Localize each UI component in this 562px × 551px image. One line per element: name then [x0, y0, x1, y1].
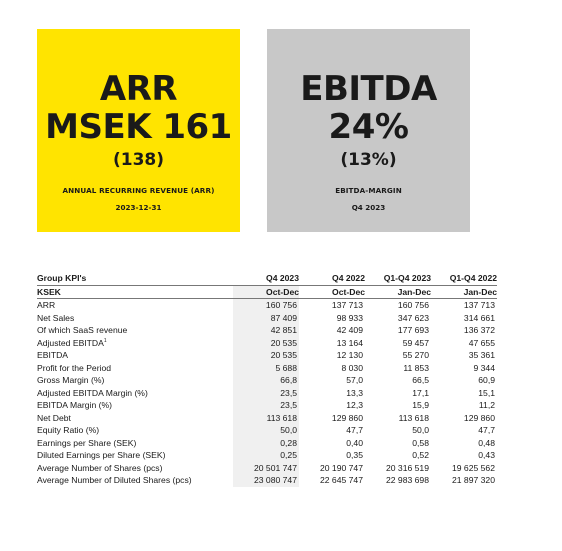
- kpi-value-cell: 11 853: [403, 362, 429, 373]
- kpi-row-label: [37, 462, 233, 475]
- kpi-value-cell: 35 361: [468, 350, 495, 360]
- range-header: Oct-Dec: [233, 285, 299, 299]
- kpi-row-label: [37, 412, 233, 425]
- kpi-value-cell: 23 080 747: [233, 474, 299, 487]
- ebitda-previous-value: (13%): [340, 150, 397, 170]
- kpi-row-label-text: EBITDA Margin (%): [37, 400, 112, 410]
- table-row: [37, 449, 497, 462]
- kpi-table-title: Group KPI's: [37, 272, 233, 285]
- kpi-value-cell: 42 851: [233, 324, 299, 337]
- kpi-row-label-text: Adjusted EBITDA Margin (%): [37, 387, 148, 398]
- kpi-value-cell: 0,43: [478, 450, 495, 460]
- kpi-table-container: [37, 272, 497, 487]
- kpi-value-cell: 66,5: [412, 375, 429, 385]
- kpi-value-cell: 21 897 320: [451, 475, 495, 485]
- kpi-row-label: [37, 299, 233, 312]
- kpi-value-cell: 22 645 747: [319, 475, 363, 485]
- kpi-header-row-periods: [37, 272, 497, 285]
- table-row: [37, 312, 497, 325]
- kpi-header-row-ranges: [37, 285, 497, 299]
- kpi-row-label: [37, 437, 233, 450]
- kpi-row-label: [37, 362, 233, 375]
- kpi-value-cell: 13,3: [346, 387, 363, 398]
- ebitda-date: Q4 2023: [351, 203, 386, 212]
- kpi-value-cell: 0,28: [233, 437, 299, 450]
- kpi-value-cell: 23,5: [233, 399, 299, 412]
- kpi-value-cell: 8 030: [341, 362, 363, 373]
- kpi-row-label: [37, 312, 233, 325]
- kpi-value-cell: 55 270: [402, 350, 429, 360]
- kpi-value-cell: 23,5: [233, 387, 299, 400]
- table-row: [37, 337, 497, 350]
- kpi-value-cell: 87 409: [233, 312, 299, 325]
- table-row: [37, 424, 497, 437]
- table-row: [37, 362, 497, 375]
- kpi-value-cell: 20 535: [233, 349, 299, 362]
- kpi-value-cell: 20 535: [233, 337, 299, 350]
- ebitda-card: [267, 29, 470, 232]
- kpi-value-cell: 47,7: [346, 425, 363, 435]
- kpi-value-cell: 22 983 698: [385, 475, 429, 485]
- kpi-value-cell: 20 190 747: [319, 462, 363, 473]
- kpi-value-cell: 59 457: [402, 337, 429, 348]
- table-row: [37, 387, 497, 400]
- kpi-row-label: [37, 474, 233, 487]
- footnote-marker: 1: [103, 337, 107, 344]
- kpi-value-cell: 12,3: [346, 400, 363, 410]
- table-row: [37, 324, 497, 337]
- arr-date: 2023-12-31: [115, 203, 162, 212]
- kpi-value-cell: 160 756: [233, 299, 299, 312]
- table-row: [37, 349, 497, 362]
- kpi-row-label: [37, 399, 233, 412]
- kpi-value-cell: 5 688: [233, 362, 299, 375]
- kpi-row-label-text: Of which SaaS revenue: [37, 325, 128, 335]
- kpi-value-cell: 12 130: [336, 350, 363, 360]
- kpi-value-cell: 15,1: [478, 387, 495, 398]
- kpi-row-label: [37, 324, 233, 337]
- kpi-value-cell: 0,48: [478, 437, 495, 448]
- period-header: Q4 2023: [233, 272, 299, 285]
- kpi-value-cell: 50,0: [233, 424, 299, 437]
- kpi-value-cell: 98 933: [336, 312, 363, 323]
- kpi-row-label-text: Net Sales: [37, 312, 75, 323]
- table-row: [37, 474, 497, 487]
- kpi-value-cell: 15,9: [412, 400, 429, 410]
- kpi-value-cell: 17,1: [412, 387, 429, 398]
- range-header: Jan-Dec: [365, 285, 431, 299]
- period-header: Q1-Q4 2023: [365, 272, 431, 285]
- kpi-row-label: [37, 387, 233, 400]
- kpi-value-cell: 0,58: [412, 437, 429, 448]
- kpi-value-cell: 9 344: [473, 362, 495, 373]
- kpi-row-label-text: Equity Ratio (%): [37, 425, 100, 435]
- kpi-row-label: [37, 337, 233, 350]
- table-row: [37, 399, 497, 412]
- kpi-value-cell: 57,0: [346, 375, 363, 385]
- kpi-value-cell: 314 661: [463, 312, 495, 323]
- period-header: Q1-Q4 2022: [431, 272, 497, 285]
- kpi-table: [37, 272, 497, 487]
- kpi-value-cell: 0,40: [346, 437, 363, 448]
- arr-previous-value: (138): [112, 150, 165, 170]
- kpi-row-label-text: Gross Margin (%): [37, 375, 105, 385]
- kpi-value-cell: 0,52: [412, 450, 429, 460]
- arr-heading: ARR: [99, 69, 178, 109]
- period-header: Q4 2022: [299, 272, 365, 285]
- kpi-value-cell: 42 409: [336, 325, 363, 335]
- kpi-row-label: [37, 349, 233, 362]
- kpi-value-cell: 66,8: [233, 374, 299, 387]
- kpi-row-label: [37, 449, 233, 462]
- ebitda-caption: EBITDA-MARGIN: [335, 186, 402, 195]
- kpi-row-label-text: Adjusted EBITDA: [37, 337, 104, 348]
- arr-card: [37, 29, 240, 232]
- range-header: Oct-Dec: [299, 285, 365, 299]
- kpi-value-cell: 129 860: [331, 412, 363, 423]
- kpi-row-label: [37, 424, 233, 437]
- ebitda-heading: EBITDA: [300, 69, 437, 109]
- kpi-value-cell: 137 713: [331, 300, 363, 310]
- table-row: [37, 437, 497, 450]
- arr-value: MSEK 161: [45, 107, 232, 147]
- kpi-value-cell: 137 713: [463, 300, 495, 310]
- table-row: [37, 299, 497, 312]
- kpi-row-label-text: EBITDA: [37, 350, 69, 360]
- kpi-value-cell: 136 372: [463, 325, 495, 335]
- kpi-row-label-text: Net Debt: [37, 412, 71, 423]
- kpi-table-body: [37, 299, 497, 487]
- kpi-row-label-text: Average Number of Diluted Shares (pcs): [37, 475, 192, 485]
- ebitda-value: 24%: [328, 107, 409, 147]
- kpi-value-cell: 113 618: [233, 412, 299, 425]
- kpi-value-cell: 0,25: [233, 449, 299, 462]
- kpi-value-cell: 20 316 519: [385, 462, 429, 473]
- kpi-value-cell: 60,9: [478, 375, 495, 385]
- kpi-value-cell: 19 625 562: [451, 462, 495, 473]
- kpi-value-cell: 129 860: [463, 412, 495, 423]
- kpi-row-label-text: Profit for the Period: [37, 362, 112, 373]
- kpi-row-label-text: Average Number of Shares (pcs): [37, 462, 163, 473]
- kpi-value-cell: 160 756: [397, 300, 429, 310]
- kpi-value-cell: 177 693: [397, 325, 429, 335]
- kpi-row-label-text: Diluted Earnings per Share (SEK): [37, 450, 166, 460]
- kpi-row-label-text: Earnings per Share (SEK): [37, 437, 137, 448]
- kpi-value-cell: 47,7: [478, 425, 495, 435]
- arr-caption: ANNUAL RECURRING REVENUE (ARR): [62, 186, 215, 195]
- kpi-value-cell: 20 501 747: [233, 462, 299, 475]
- kpi-value-cell: 13 164: [336, 337, 363, 348]
- kpi-value-cell: 11,2: [478, 400, 495, 410]
- kpi-value-cell: 50,0: [412, 425, 429, 435]
- table-row: [37, 462, 497, 475]
- kpi-value-cell: 0,35: [346, 450, 363, 460]
- kpi-value-cell: 113 618: [398, 412, 429, 423]
- kpi-row-label: [37, 374, 233, 387]
- kpi-value-cell: 347 623: [397, 312, 429, 323]
- kpi-value-cell: 47 655: [468, 337, 495, 348]
- range-header: Jan-Dec: [431, 285, 497, 299]
- table-row: [37, 412, 497, 425]
- kpi-row-label-text: ARR: [37, 300, 56, 310]
- kpi-unit-label: KSEK: [37, 285, 233, 299]
- table-row: [37, 374, 497, 387]
